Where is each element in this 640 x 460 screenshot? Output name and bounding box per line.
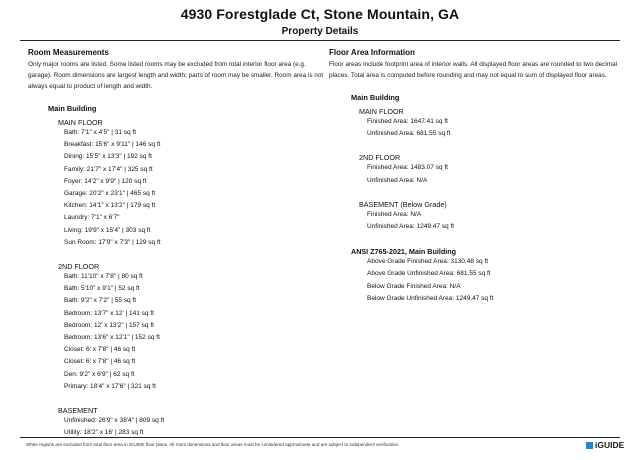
room-row: Bedroom: 13'7" x 12' | 141 sq ft xyxy=(64,309,154,317)
room-row: Garage: 20'2" x 23'1" | 465 sq ft xyxy=(64,190,156,198)
area-main-floor-label: MAIN FLOOR xyxy=(359,107,404,116)
ansi-title: ANSI Z765-2021, Main Building xyxy=(351,247,457,257)
room-row: Bedroom: 13'6" x 12'1" | 152 sq ft xyxy=(64,334,160,342)
basement-rooms xyxy=(28,415,328,439)
room-row: Family: 21'7" x 17'4" | 325 sq ft xyxy=(64,165,153,173)
room-row: Bedroom: 12' x 13'2" | 157 sq ft xyxy=(64,321,154,329)
floor-area-section xyxy=(329,48,629,305)
room-row: Laundry: 7'1" x 6'7" xyxy=(64,214,120,222)
room-row: Living: 19'9" x 15'4" | 303 sq ft xyxy=(64,226,151,234)
area-building-label: Main Building xyxy=(351,93,400,102)
area-row: Finished Area: 1483.07 sq ft xyxy=(367,164,448,172)
area-second-floor-label: 2ND FLOOR xyxy=(359,153,401,163)
second-floor-label: 2ND FLOOR xyxy=(58,262,100,272)
area-row: Unfinished Area: 1249.47 sq ft xyxy=(367,223,455,231)
floor-area-title: Floor Area Information xyxy=(329,48,415,57)
area-row: Unfinished Area: N/A xyxy=(367,176,428,184)
room-row: Primary: 18'4" x 17'6" | 321 sq ft xyxy=(64,382,156,390)
room-row: Bath: 9'2" x 7'2" | 55 sq ft xyxy=(64,297,137,305)
room-row: Den: 9'2" x 6'9" | 62 sq ft xyxy=(64,370,135,378)
header-divider xyxy=(20,40,620,41)
room-building-label: Main Building xyxy=(48,104,97,113)
room-measurements-note: Only major rooms are listed. Some listed rooms may be excluded from total interior floor area (e.g. garage). Room dimensions are largest length and width; parts of room may be smaller. Room area is not always equal to product of length and width. xyxy=(28,61,324,90)
room-row: Foyer: 14'2" x 9'9" | 120 sq ft xyxy=(64,177,147,185)
room-row: Unfinished: 26'9" x 38'4" | 809 sq ft xyxy=(64,417,165,425)
iguide-logo-mark-icon xyxy=(586,442,593,449)
second-floor-rooms xyxy=(28,271,328,393)
main-floor-label: MAIN FLOOR xyxy=(58,118,103,127)
page-subtitle: Property Details xyxy=(281,26,359,37)
page-title: 4930 Forestglade Ct, Stone Mountain, GA xyxy=(180,6,460,22)
iguide-logo xyxy=(586,440,624,450)
footer-divider xyxy=(20,437,620,438)
area-basement-label: BASEMENT (Below Grade) xyxy=(359,199,447,209)
room-row: Kitchen: 14'1" x 13'2" | 179 sq ft xyxy=(64,202,156,210)
ansi-row: Below Grade Unfinished Area: 1249.47 sq ft xyxy=(367,294,494,302)
area-row: Finished Area: 1647.41 sq ft xyxy=(367,118,448,125)
ansi-row: Above Grade Unfinished Area: 681.55 sq ft xyxy=(367,270,491,278)
room-measurements-title: Room Measurements xyxy=(28,48,109,57)
ansi-row: Above Grade Finished Area: 3130.48 sq ft xyxy=(367,258,489,266)
room-row: Bath: 5'10" x 9'1" | 52 sq ft xyxy=(64,285,140,293)
basement-label: BASEMENT xyxy=(58,406,98,416)
room-row: Bath: 11'10" x 7'8" | 80 sq ft xyxy=(64,273,143,281)
room-row: Breakfast: 15'6" x 9'11" | 146 sq ft xyxy=(64,141,161,149)
room-row: Utility: 18'2" x 16' | 283 sq ft xyxy=(64,429,144,437)
room-row: Bath: 7'1" x 4'5" | 31 sq ft xyxy=(64,129,137,136)
room-row: Closet: 6' x 7'8" | 46 sq ft xyxy=(64,358,136,366)
room-row: Closet: 6' x 7'8" | 46 sq ft xyxy=(64,346,136,354)
main-floor-rooms xyxy=(28,127,328,249)
room-row: Sun Room: 17'9" x 7'3" | 129 sq ft xyxy=(64,238,161,246)
area-row: Finished Area: N/A xyxy=(367,210,422,218)
footer-disclaimer: White regions are excluded from total floor area in iGUIDE floor plans. All room dimensions and floor areas must be considered approximate and are subject to independent verification. xyxy=(26,442,400,447)
room-row: Dining: 15'5" x 13'3" | 192 sq ft xyxy=(64,153,152,161)
room-measurements-section xyxy=(28,48,328,439)
iguide-logo-text: iGUIDE xyxy=(595,440,625,450)
ansi-row: Below Grade Finished Area: N/A xyxy=(367,282,461,290)
floor-area-note: Floor areas include footprint area of interior walls. All displayed floor areas are rounded to two decimal places. Total area is computed before rounding and may not equal to sum of displayed floor areas. xyxy=(329,61,618,79)
area-row: Unfinished Area: 681.55 sq ft xyxy=(367,130,451,138)
